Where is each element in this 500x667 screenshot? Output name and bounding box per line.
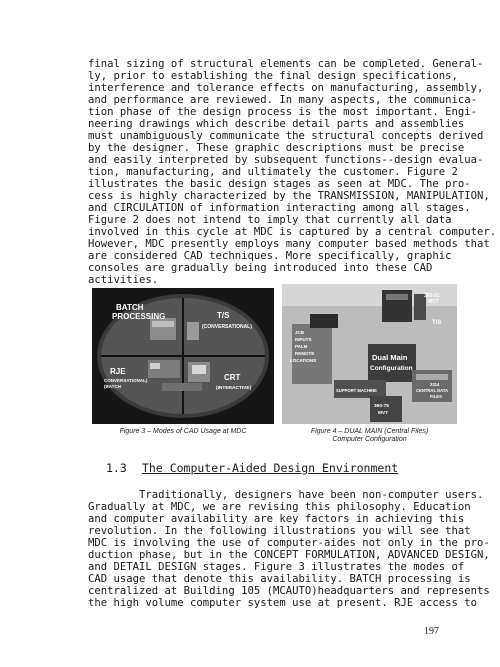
figure4-label-center-1: Dual Main [372,353,408,362]
text-line: and CIRCULATION of information interacting among all stages. [88,202,471,214]
figure-4-photo [282,284,457,424]
figure-4-caption [282,428,457,444]
figure4-label-bottom-1: 360-75 [374,404,389,409]
text-line: consoles are gradually being introduced into these CAD [88,262,433,274]
text-line: activities. [88,274,159,286]
text-line: tion, manufacturing, and ultimately the customer. Figure 2 [88,166,458,178]
figure4-label-data-2: CENTRAL DATA [416,388,449,393]
figure3-label-rje-sub-1: CONVERSATIONAL) [104,378,148,383]
text-line: involved in this cycle at MDC is captured by a central computer. [88,226,497,238]
figure-4-illustration [282,284,457,424]
figure3-label-batch-2: PROCESSING [112,312,166,321]
figure4-label-list-2: INPUTS [295,337,312,342]
figure-3-caption: Figure 3 – Modes of CAD Usage at MDC [119,428,247,435]
text-line: CAD usage that denote this availability. BATCH processing is [88,573,471,585]
figure-4-caption-line-2: Computer Configuration [332,436,407,443]
text-line: final sizing of structural elements can be completed. General- [88,58,484,70]
figure3-label-batch-1: BATCH [116,303,144,312]
figure4-label-list-1: JCB [295,330,305,335]
figure3-label-rje: RJE [110,367,126,376]
figure-3-illustration [92,288,274,424]
text-line: cess is highly characterized by the TRANSMISSION, MANIPULATION, [88,190,490,202]
figure3-label-crt-sub: (INTERACTIVE) [216,386,252,391]
figure4-label-data-3: FILES [430,394,442,399]
section-number: 1.3 [106,461,127,475]
figure-4-caption-line-1: Figure 4 – DUAL MAIN (Central Files) [310,428,429,435]
figure4-label-ts: T/S [432,320,442,326]
text-line: Traditionally, designers have been non-computer users. [88,489,484,501]
text-line: must unambiguously communicate the structural concepts derived [88,130,484,142]
text-line: and DETAIL DESIGN stages. Figure 3 illustrates the modes of [88,561,465,573]
figure4-label-top-2: MVT [428,299,439,305]
text-line: interference and tolerance effects on manufacturing, assembly, [88,82,484,94]
text-line: revolution. In the following illustrations you will see that [88,525,471,537]
figure3-label-rje-sub-2: (BATCH [104,384,121,389]
text-line: illustrates the basic design stages as seen at MDC. The pro- [88,178,471,190]
text-line: and computer availability are key factors in achieving this [88,513,465,525]
text-line: tion phase of the design process is the most important. Engi- [88,106,478,118]
text-line: However, MDC presently employs many computer based methods that [88,238,490,250]
text-line: Gradually at MDC, we are revising this philosophy. Education [88,501,471,513]
text-line: centralized at Building 105 (MCAUTO)headquarters and represents [88,585,490,597]
text-line: Figure 2 does not intend to imply that currently all data [88,214,452,226]
figure3-label-ts-sub: (CONVERSATIONAL) [202,324,252,330]
figure4-label-list-5: LOCATIONS [290,358,317,363]
figure4-label-bottom-2: MVT [378,411,389,416]
text-line: and performance are reviewed. In many aspects, the communica- [88,94,478,106]
text-line: neering drawings which describe detail parts and assemblies [88,118,465,130]
figure4-label-list-3: PALM [295,344,308,349]
section-title: The Computer-Aided Design Environment [142,461,399,475]
text-line: by the designer. These graphic descriptions must be precise [88,142,465,154]
figure4-label-data-1: 2314 [430,382,440,387]
text-line: the high volume computer system use at present. RJE access to [88,597,478,609]
figure4-label-support: SUPPORT MACHINE [336,388,377,393]
text-line: MDC is involving the use of computer-aides not only in the pro- [88,537,490,549]
text-line: duction phase, but in the CONCEPT FORMULATION, ADVANCED DESIGN, [88,549,490,561]
figure4-label-center-2: Configuration [370,365,413,372]
figure3-label-crt: CRT [224,373,241,382]
figure4-label-list-4: REMOTE [295,351,315,356]
figure-3-photo [92,288,274,424]
text-line: are considered CAD techniques. More specifically, graphic [88,250,452,262]
text-line: and easily interpreted by subsequent functions--design evalua- [88,154,484,166]
figure3-label-ts: T/S [217,311,230,320]
figure4-label-top-1: 360-91 [424,293,440,299]
text-line: ly, prior to establishing the final design specifications, [88,70,458,82]
page-number: 197 [424,626,439,637]
